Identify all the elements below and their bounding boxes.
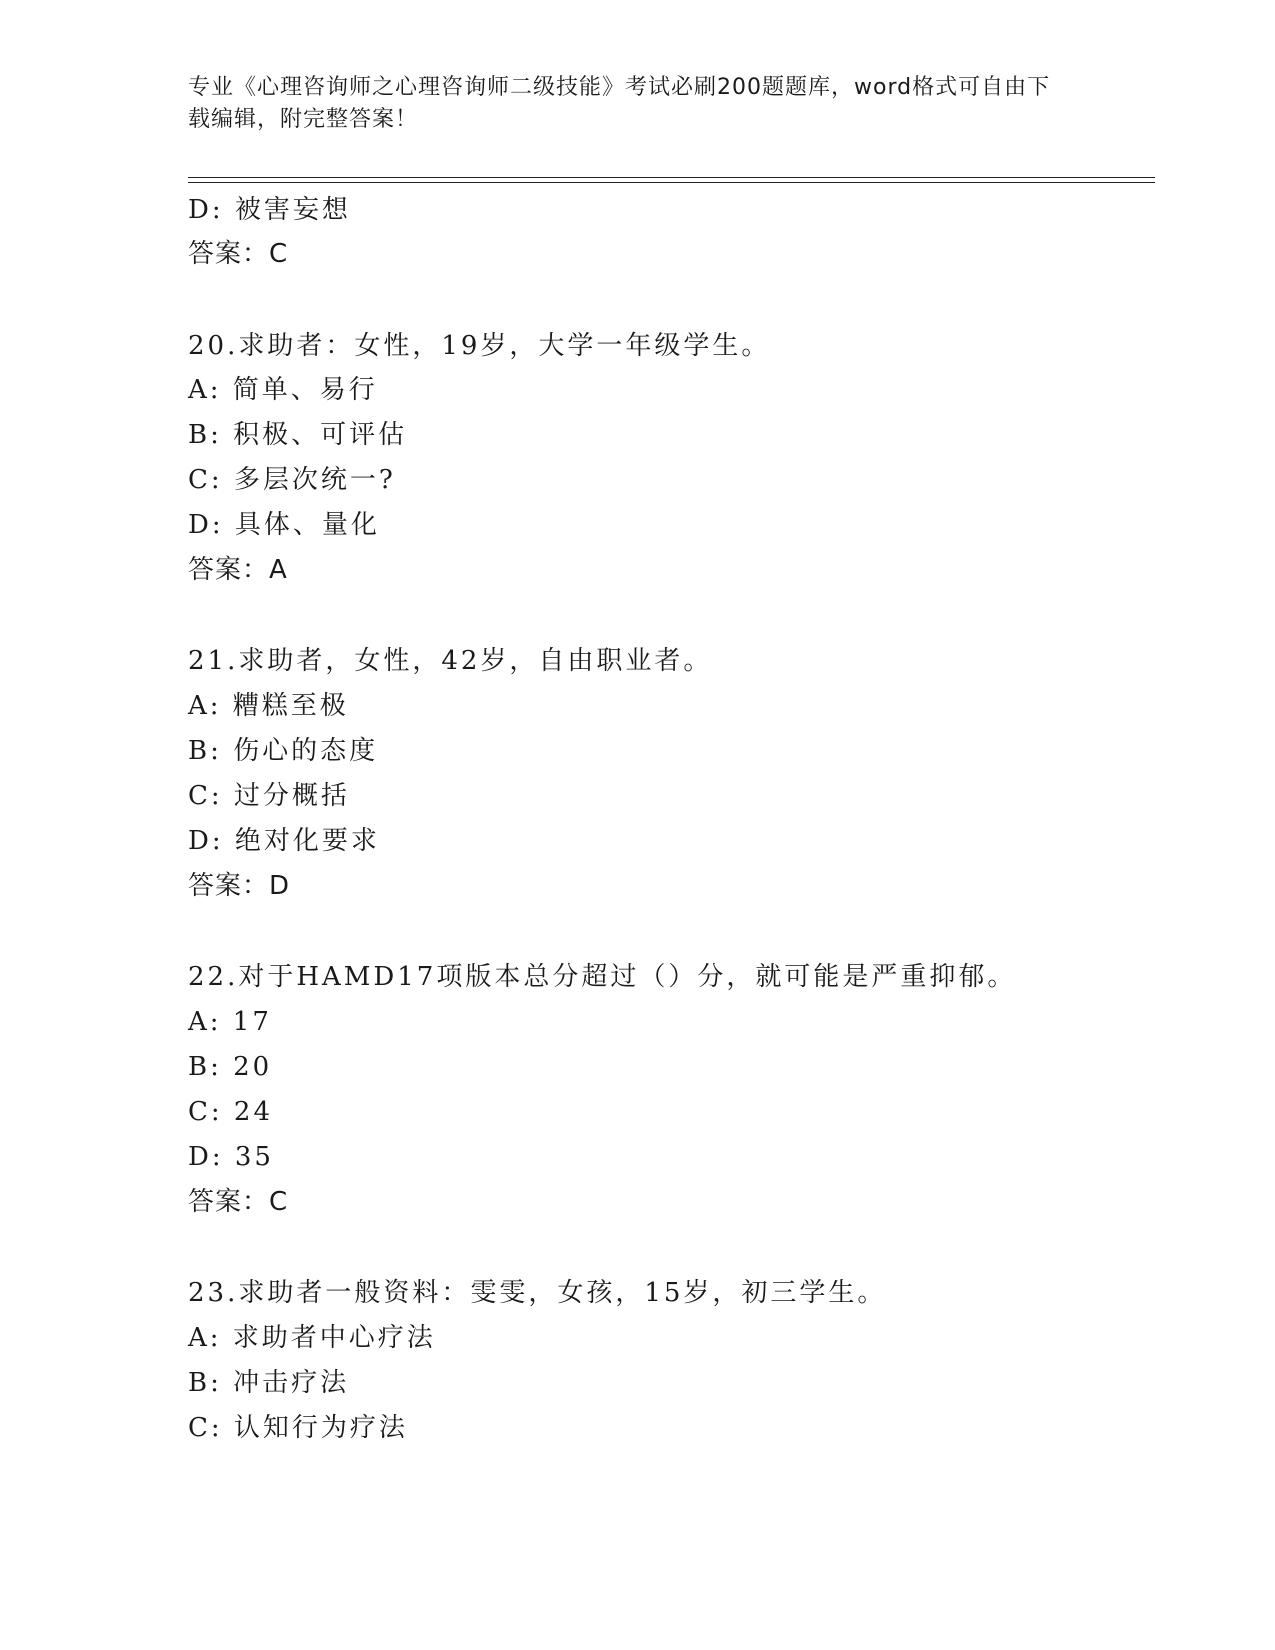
- question-23: 23.求助者一般资料：雯雯，女孩，15岁，初三学生。: [188, 1278, 887, 1308]
- q22-answer: 答案：C: [188, 1187, 289, 1217]
- q23-option-a: A: 求助者中心疗法: [188, 1323, 436, 1353]
- q21-answer: 答案：D: [188, 871, 291, 901]
- q20-option-c: C: 多层次统一?: [188, 465, 396, 495]
- q22-option-b: B: 20: [188, 1052, 273, 1082]
- q22-option-c: C: 24: [188, 1097, 274, 1127]
- q20-option-d: D: 具体、量化: [188, 510, 380, 540]
- q22-option-d: D: 35: [188, 1142, 274, 1172]
- q21-option-d: D: 绝对化要求: [188, 826, 380, 856]
- q21-option-c: C: 过分概括: [188, 781, 350, 811]
- document-header: 专业《心理咨询师之心理咨询师二级技能》考试必刷200题题库，word格式可自由下载编辑，附完整答案！: [188, 75, 1051, 132]
- answer-line: 答案：C: [188, 239, 289, 269]
- q23-option-b: B: 冲击疗法: [188, 1368, 350, 1398]
- q20-option-a: A: 简单、易行: [188, 375, 378, 405]
- header-divider-bottom: [188, 182, 1155, 183]
- option-d-line: D: 被害妄想: [188, 195, 351, 225]
- q21-option-a: A: 糟糕至极: [188, 691, 349, 721]
- header-divider-top: [188, 177, 1155, 178]
- q23-option-c: C: 认知行为疗法: [188, 1413, 408, 1443]
- q22-option-a: A: 17: [188, 1007, 272, 1037]
- question-20: 20.求助者：女性，19岁，大学一年级学生。: [188, 331, 771, 361]
- question-21: 21.求助者，女性，42岁，自由职业者。: [188, 646, 713, 676]
- question-22: 22.对于HAMD17项版本总分超过（）分，就可能是严重抑郁。: [188, 962, 1017, 992]
- q20-option-b: B: 积极、可评估: [188, 420, 408, 450]
- q20-answer: 答案：A: [188, 555, 288, 585]
- q21-option-b: B: 伤心的态度: [188, 736, 379, 766]
